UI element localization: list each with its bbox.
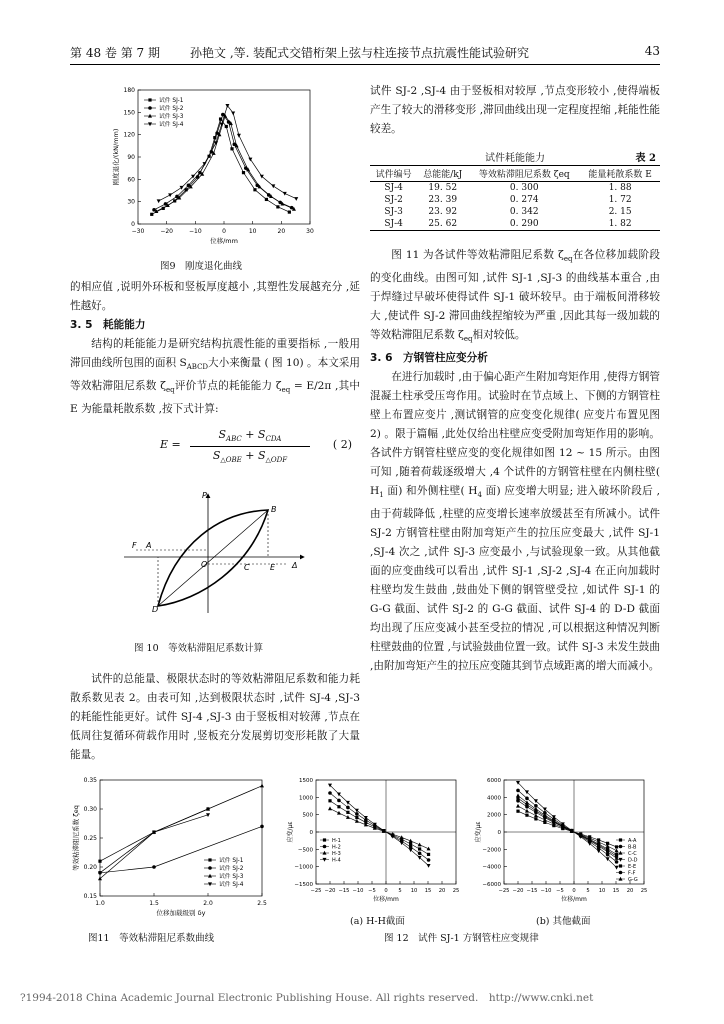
data-point [516,799,520,803]
figure-12-caption: 图 12 试件 SJ-1 方钢管柱应变规律 [384,933,539,944]
header-authors: 孙艳文 ,等. [190,46,250,60]
legend-marker [148,122,152,126]
legend-marker [619,838,622,841]
data-point [260,784,264,788]
tick-label: −30 [131,228,145,235]
tick-label: −1500 [294,882,313,888]
tick-label: 2000 [487,812,501,819]
tick-label: −15 [526,888,538,894]
svg-text:A: A [146,541,152,550]
right-column-main [370,246,660,676]
left-paragraph-1: 的相应值 ,说明外环板和竖板厚度越小 ,其塑性发展越充分 ,延性越好。 [70,281,360,312]
svg-text:E: E [270,563,276,572]
legend-marker [619,871,623,875]
tick-label: −500 [297,847,313,854]
table-row: SJ-3 23. 92 0. 342 2. 15 [384,207,632,217]
tick-label: 2.0 [203,900,213,907]
figure-12a-strain-chart [282,774,462,924]
left-column-bottom [70,670,360,765]
tick-label: −20 [512,888,524,894]
tick-label: 0.35 [83,777,97,784]
tick-label: 2.5 [257,900,267,907]
legend-label: H-3 [332,851,341,857]
tick-label: 0.25 [83,835,97,842]
tick-label: 10 [598,888,606,894]
tick-label: 150 [123,109,135,117]
tick-label: 180 [123,87,135,94]
figure-9-caption: 图9 刚度退化曲线 [160,261,243,272]
left-paragraph-2: 结构的耗能能力是研究结构抗震性能的重要指标 ,一般用滞回曲线所包围的面积 $S_{ABCD}$大小来衡量 ( 图 10) 。本文采用等效粘滞阻尼系数 $\zeta_{eq}$评价节点的耗能能力 $\zeta_{eq} = E/2\pi$ ,其中 E 为能量耗散系数 ,按下式计算: [70,338,361,416]
left-column-top [70,278,360,419]
right-column-top [370,82,660,139]
legend-label: 试件 SJ-2 [159,106,184,112]
tick-label: 0 [572,888,576,894]
y-axis-label: 等效粘滞阻尼系数 ζeq [72,805,80,871]
tick-label: −10 [352,888,364,894]
legend-marker [619,851,623,855]
legend-marker [148,106,152,110]
legend-label: E-E [628,864,637,870]
tick-label: −10 [540,888,552,894]
tick-label: −5 [556,888,564,894]
tick-label: −2000 [482,847,501,854]
table-2 [370,165,660,231]
tick-label: −20 [324,888,336,894]
figure-12b-strain-chart [470,774,660,924]
legend-marker [323,845,327,849]
figure-12a-subcaption: (a) H-H截面 [350,916,405,927]
tick-label: −25 [310,888,322,894]
tick-label: 120 [123,131,135,139]
equation-2: E = $S_{ABC} + S_{CDA}$ $S_{\triangle OBE} + S_{\triangle ODF}$ ( 2) [160,428,352,465]
legend-marker [619,845,623,849]
tick-label: 6000 [487,778,501,784]
legend-label: D-D [628,857,638,864]
tick-label: 60 [127,176,135,184]
legend-label: 试件 SJ-1 [219,858,244,864]
legend-label: H-1 [332,838,341,844]
legend-marker [323,858,327,862]
legend-label: H-4 [332,857,341,864]
tick-label: 20 [438,888,446,894]
legend-label: 试件 SJ-3 [219,874,244,880]
legend-marker [619,877,623,881]
tick-label: 5 [398,888,402,894]
svg-text:Δ: Δ [292,561,298,570]
tick-label: 25 [640,888,648,894]
tick-label: 500 [302,812,313,819]
legend-label: H-2 [332,844,341,851]
tick-label: 20 [626,888,634,894]
legend-marker [619,864,622,867]
tick-label: 0 [497,830,501,836]
page-number: 43 [644,44,660,58]
legend-marker [619,858,623,862]
x-axis-label: 位移/mm [210,237,238,245]
svg-text:C: C [244,563,250,572]
series-line [100,809,208,861]
tick-label: 4000 [487,795,501,802]
svg-text:F: F [132,541,137,550]
legend-label: G-G [628,877,638,883]
tick-label: −6000 [482,882,501,888]
figure-12b-subcaption: (b) 其他截面 [536,916,591,927]
svg-text:B: B [271,505,277,514]
header-title: 装配式交错桁架上弦与柱连接节点抗震性能试验研究 [253,46,530,60]
tick-label: 90 [127,154,135,161]
tick-label: 0.30 [83,806,97,813]
tick-label: 1500 [299,778,313,784]
table-row: SJ-4 25. 62 0. 290 1. 82 [370,218,660,231]
legend-label: C-C [628,851,637,857]
legend-label: 试件 SJ-4 [159,122,184,128]
tick-label: 15 [612,888,620,894]
tick-label: 15 [424,888,432,894]
tick-label: −1000 [294,864,313,871]
tick-label: 0 [222,228,226,235]
series-line [152,119,290,214]
figure-10-caption: 图 10 等效粘滞阻尼系数计算 [134,643,264,654]
tick-label: 25 [452,888,460,894]
tick-label: −10 [188,228,202,235]
y-axis-label: 应变/με [287,821,294,843]
table-header: 能量耗散系数 E [588,170,652,180]
tick-label: 0 [131,221,135,228]
data-point [615,845,618,848]
legend-marker [208,882,212,886]
data-point [294,197,298,201]
x-axis-label: 位移/mm [373,896,399,903]
svg-text:P: P [202,491,207,500]
tick-label: −4000 [482,864,501,871]
legend-marker [323,838,326,841]
tick-label: −5 [368,888,376,894]
journal-issue: 第 48 卷 第 7 期 [70,46,160,60]
table-header: 等效粘滞阻尼系数 ζeq [478,170,570,180]
legend-label: 试件 SJ-3 [159,114,184,120]
figure-9-stiffness-chart [110,84,330,256]
x-axis-label: 位移/mm [561,896,587,903]
right-paragraph-2: 图 11 为各试件等效粘滞阻尼系数 $\zeta_{eq}$在各位移加载阶段的变化曲线。由图可知 ,试件 SJ-1 ,SJ-3 的曲线基本重合 ,由于焊缝过早破坏使得试件 SJ-1 破坏较早。由于端板间滑移较大 ,使试件 SJ-2 滞回曲线捏缩较为严重 ,因此其每一级加载的等效粘滞阻尼系数 $\zeta_{eq}$相对较低。 [370,249,660,344]
left-paragraph-3: 试件的总能量、极限状态时的等效粘滞阻尼系数和能力耗散系数见表 2。由表可知 ,达到极限状态时 ,试件 SJ-4 ,SJ-3 的耗能性能更好。试件 SJ-4 ,SJ-3 由于竖板相对较薄 ,节点在低周往复循环荷载作用时 ,竖板充分发展剪切变形耗散了大量能量。 [70,673,360,761]
x-axis-label: 位移加载级别 δy [156,909,206,917]
legend-marker [208,874,212,878]
legend-marker [323,851,327,855]
figure-10-hysteresis-diagram [120,488,310,618]
tick-label: 1000 [299,795,313,802]
data-point [516,810,519,813]
tick-label: 0 [309,830,313,836]
tick-label: 10 [248,228,257,235]
tick-label: 5 [586,888,590,894]
right-paragraph-3: 在进行加载时 ,由于偏心距产生附加弯矩作用 ,使得方钢管混凝土柱承受压弯作用。试验时在节点域上、下侧的方钢管柱壁上布置应变片 ,测试钢管的应变变化规律( 应变片布置见图 2) 。限于篇幅 ,此处仅给出柱壁应变受附加弯矩作用的影响。各试件方钢管柱壁应变的变化规律如图 12 ~ 15 所示。由图可知 ,随着荷载逐级增大 ,4 个试件的方钢管柱壁在内侧柱壁( $H_1$ 面) 和外侧柱壁( $H_4$ 面) 应变增大明显; 进入破坏阶段后 ,由于荷载降低 ,柱壁的应变增长速率放缓甚至有所减小。试件 SJ-2 方钢管柱壁由附加弯矩产生的拉压应变最大 ,试件 SJ-1 ,SJ-4 次之 ,试件 SJ-3 应变最小 ,与试验现象一致。从其他截面的应变曲线可以看出 ,试件 SJ-1 ,SJ-2 ,SJ-4 在正向加载时柱壁均发生鼓曲 ,鼓曲处下侧的钢管壁受拉 ,如试件 SJ-1 的 G-G 截面、试件 SJ-2 的 G-G 截面、试件 SJ-4 的 D-D 截面均出现了压应变减小甚至受拉的情况 ,可以根据这种情况判断柱壁鼓曲的位置 ,与试验鼓曲位置一致。试件 SJ-3 未发生鼓曲 ,由附加弯矩产生的拉压应变随其到节点域距离的增大而减小。 [370,371,660,673]
tick-label: 30 [127,198,135,206]
figure-11-caption: 图11 等效粘滞阻尼系数曲线 [88,933,215,944]
series-line [518,783,617,868]
series-line [330,793,429,860]
tick-label: 0 [384,888,388,894]
tick-label: −25 [498,888,510,894]
svg-text:D: D [152,605,159,614]
figure-11-damping-chart [70,774,270,924]
tick-label: 0.15 [83,893,97,900]
section-3-6-heading: 3. 6 方钢管柱应变分析 [370,352,488,365]
tick-label: 20 [277,228,286,235]
table-header: 试件编号 [375,170,412,180]
tick-label: 30 [306,228,314,235]
tick-label: 1.0 [95,900,105,907]
legend-marker [208,866,212,870]
series-line [100,786,262,879]
svg-text:O: O [201,560,208,569]
legend-label: 试件 SJ-4 [219,882,244,888]
tick-label: 0.20 [83,864,97,871]
legend-marker [148,98,151,101]
right-paragraph-1: 试件 SJ-2 ,SJ-4 由于竖板相对较厚 ,节点变形较小 ,使得端板产生了较大的滑移变形 ,滞回曲线出现一定程度捏缩 ,耗能性能较差。 [370,85,660,135]
copyright-footer: ?1994-2018 China Academic Journal Electronic Publishing House. All rights reserved. http://www.cnki.net [20,992,594,1004]
legend-label: B-B [628,844,637,851]
header-rule [70,64,660,65]
table-row: SJ-2 23. 39 0. 274 1. 72 [384,195,632,205]
legend-label: 试件 SJ-2 [219,866,244,872]
legend-label: A-A [628,838,637,844]
series-line [330,785,429,865]
table-header: 总能能/kJ [423,170,463,180]
y-axis-label: 刚度退化/(kN/mm) [112,128,120,186]
tick-label: 1.5 [149,900,159,907]
legend-marker [208,858,211,861]
legend-label: 试件 SJ-1 [159,98,184,104]
tick-label: −15 [338,888,350,894]
tick-label: −20 [160,228,174,235]
table-row: SJ-4 19. 52 0. 300 1. 88 [384,183,632,193]
series-line [100,815,208,873]
legend-marker [148,114,152,118]
series-line [518,790,617,861]
section-3-5-heading: 3. 5 耗能能力 [70,319,146,331]
tick-label: 10 [410,888,418,894]
y-axis-label: 应变/με [475,821,482,843]
legend-label: F-F [628,870,636,877]
